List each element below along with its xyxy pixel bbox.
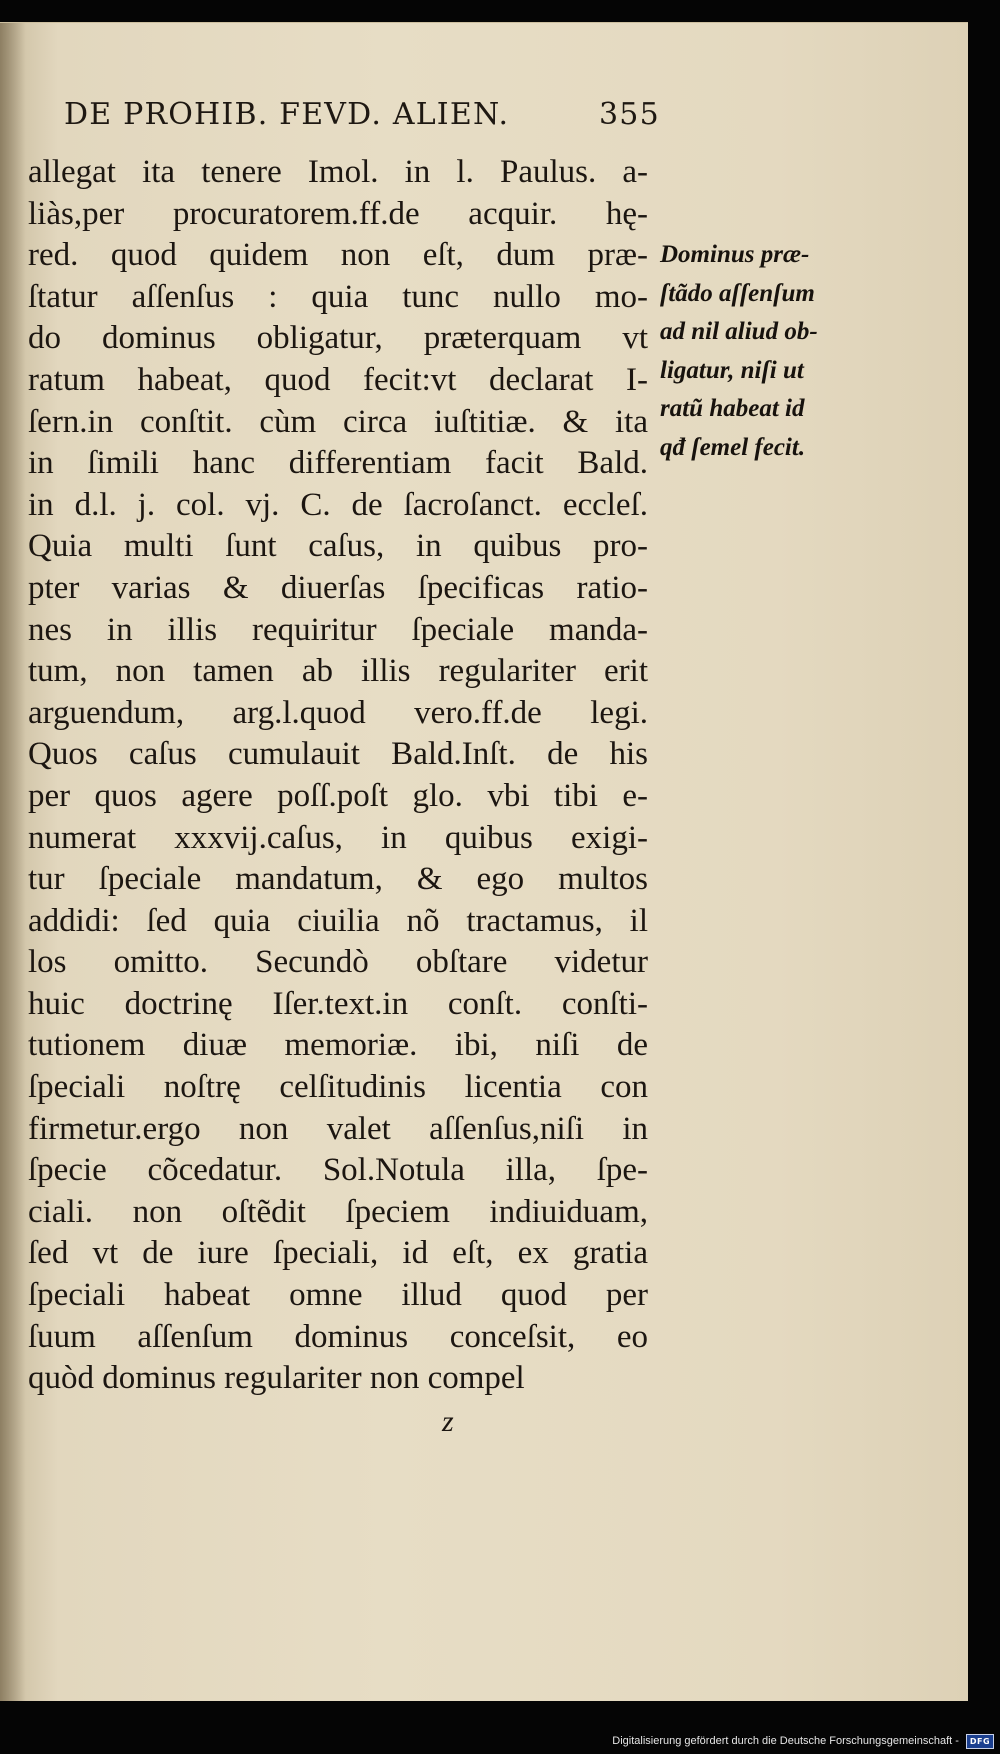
- running-head: [64, 97, 664, 137]
- text-line: ſed vt de iure ſpeciali, id eſt, ex gratia: [28, 1235, 648, 1272]
- text-line: addidi: ſed quia ciuilia nõ tractamus, il: [28, 902, 648, 939]
- text-line: tutionem diuæ memoriæ. ibi, niſi de: [28, 1027, 648, 1064]
- text-line: firmetur.ergo non valet aſſenſus,niſi in: [28, 1110, 648, 1147]
- text-line: los omitto. Secundò obſtare videtur: [28, 944, 648, 981]
- running-head-title: DE PROHIB. FEVD. ALIEN.: [64, 97, 510, 132]
- marginal-note-line: Dominus præ-: [660, 241, 810, 268]
- dfg-logo: DFG: [966, 1734, 994, 1749]
- marginal-note-line: ſtãdo aſſenſum: [660, 279, 815, 307]
- main-text-column: [28, 152, 648, 1400]
- text-line: in d.l. j. col. vj. C. de ſacroſanct. eccleſ.: [28, 486, 648, 523]
- gutter-shadow: [0, 23, 26, 1701]
- text-line: ſpeciali noſtrę celſitudinis licentia con: [28, 1069, 648, 1106]
- text-line: ſern.in conſtit. cùm circa iuſtitiæ. & ita: [28, 403, 648, 440]
- marginal-note-line: ad nil aliud ob-: [660, 318, 818, 346]
- text-line: pter varias & diuerſas ſpecificas ratio-: [28, 569, 648, 606]
- signature-mark: z: [442, 1405, 454, 1438]
- credit-text: Digitalisierung gefördert durch die Deutsche Forschungsgemeinschaft -: [612, 1735, 959, 1748]
- text-line: per quos agere poſſ.poſt glo. vbi tibi e-: [28, 777, 648, 814]
- text-line: Quia multi ſunt caſus, in quibus pro-: [28, 528, 648, 565]
- page-number: 355: [599, 97, 660, 132]
- text-line: ratum habeat, quod fecit:vt declarat I-: [28, 361, 648, 398]
- text-line: nes in illis requiritur ſpeciale manda-: [28, 611, 648, 648]
- text-line: ſpeciali habeat omne illud quod per: [28, 1277, 648, 1314]
- text-line: do dominus obligatur, præterquam vt: [28, 320, 648, 357]
- text-line: ciali. non oſtẽdit ſpeciem indiuiduam,: [28, 1193, 648, 1230]
- text-line: arguendum, arg.l.quod vero.ff.de legi.: [28, 694, 648, 731]
- text-line: tur ſpeciale mandatum, & ego multos: [28, 861, 648, 898]
- text-line: in ſimili hanc differentiam facit Bald.: [28, 445, 648, 482]
- marginal-note: [660, 236, 840, 468]
- text-line: red. quod quidem non eſt, dum præ-: [28, 237, 648, 274]
- text-line: liàs,per procuratorem.ff.de acquir. hę-: [28, 195, 648, 232]
- text-line: ſtatur aſſenſus : quia tunc nullo mo-: [28, 278, 648, 315]
- text-line: huic doctrinę Iſer.text.in conſt. conſti-: [28, 985, 648, 1022]
- text-line: ſuum aſſenſum dominus conceſsit, eo: [28, 1318, 648, 1355]
- book-page: [0, 22, 968, 1701]
- text-line: Quos caſus cumulauit Bald.Inſt. de his: [28, 736, 648, 773]
- marginal-note-line: ligatur, niſi ut: [660, 356, 804, 384]
- marginal-note-line: ratũ habeat id: [660, 395, 805, 423]
- text-line: allegat ita tenere Imol. in l. Paulus. a-: [28, 154, 648, 190]
- text-line: quòd dominus regulariter non compel: [28, 1360, 525, 1397]
- text-line: numerat xxxvij.caſus, in quibus exigi-: [28, 819, 648, 856]
- digitization-credit: [612, 1733, 994, 1749]
- text-line: ſpecie cõcedatur. Sol.Notula illa, ſpe-: [28, 1152, 648, 1189]
- marginal-note-line: qđ ſemel fecit.: [660, 433, 806, 461]
- text-line: tum, non tamen ab illis regulariter erit: [28, 653, 648, 690]
